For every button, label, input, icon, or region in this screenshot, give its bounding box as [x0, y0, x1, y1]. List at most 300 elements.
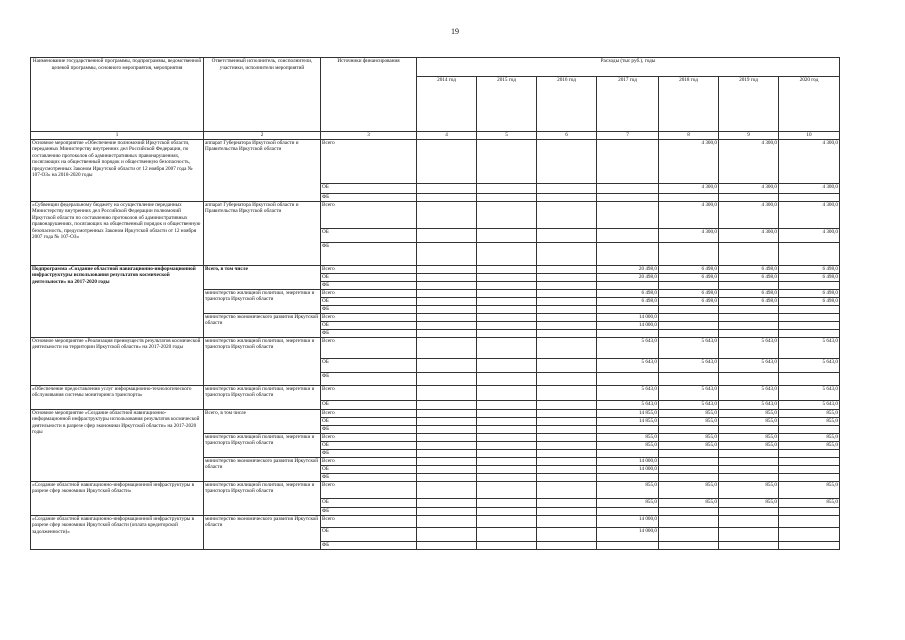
column-number: 2 [204, 132, 321, 140]
amount-cell: 6 498,0 [659, 297, 719, 305]
amount-cell [537, 385, 597, 400]
amount-cell: 5 643,0 [597, 400, 659, 409]
amount-cell [779, 515, 840, 527]
funding-source: ОБ [321, 527, 417, 541]
amount-cell [537, 372, 597, 385]
amount-cell [719, 465, 779, 473]
amount-cell [719, 541, 779, 549]
amount-cell [659, 465, 719, 473]
amount-cell [477, 305, 537, 313]
table-row [31, 409, 840, 417]
column-number: 10 [779, 132, 840, 140]
item-responsible: аппарат Губернатора Иркутской области и Правительства Иркутской области [204, 201, 321, 265]
amount-cell [477, 417, 537, 425]
amount-cell [719, 473, 779, 481]
amount-cell [597, 473, 659, 481]
amount-cell [659, 321, 719, 329]
amount-cell [477, 313, 537, 321]
amount-cell [417, 527, 477, 541]
amount-cell [537, 321, 597, 329]
amount-cell [719, 507, 779, 515]
funding-source: Всего [321, 433, 417, 441]
amount-cell [417, 372, 477, 385]
amount-cell [659, 541, 719, 549]
funding-source: ОБ [321, 498, 417, 507]
amount-cell [597, 139, 659, 183]
header-source: Источники финансирования [321, 58, 417, 132]
header-year: 2016 год [537, 77, 597, 132]
funding-source: Всего [321, 337, 417, 358]
funding-source: Всего [321, 385, 417, 400]
amount-cell [537, 481, 597, 498]
amount-cell [779, 321, 840, 329]
amount-cell [659, 305, 719, 313]
amount-cell: 855,0 [719, 481, 779, 498]
amount-cell [477, 473, 537, 481]
item-name: «Создание областной навигационно-информационной инфраструктуры в разрезе сфер экономики Иркутской области» [31, 481, 204, 515]
column-number: 8 [659, 132, 719, 140]
funding-source: ФБ [321, 372, 417, 385]
funding-source: ОБ [321, 273, 417, 281]
table-row [31, 337, 840, 358]
amount-cell [477, 201, 537, 228]
amount-cell [417, 289, 477, 297]
header-year: 2020 год [779, 77, 840, 132]
amount-cell [659, 473, 719, 481]
amount-cell [477, 409, 537, 417]
amount-cell: 4 300,0 [659, 183, 719, 193]
amount-cell [719, 425, 779, 433]
funding-source: ФБ [321, 242, 417, 265]
item-responsible: министерство жилищной политики, энергетики и транспорта Иркутской области [204, 433, 321, 457]
amount-cell [537, 507, 597, 515]
item-responsible: министерство жилищной политики, энергетики и транспорта Иркутской области [204, 337, 321, 385]
amount-cell [779, 541, 840, 549]
amount-cell [417, 515, 477, 527]
page-number: 19 [451, 27, 459, 36]
item-responsible: Всего, в том числе [204, 409, 321, 433]
item-name: Основное мероприятие «Реализация преимуществ результатов космической деятельности на территории Иркутской области» на 2017-2020 годы [31, 337, 204, 385]
amount-cell [537, 183, 597, 193]
amount-cell [719, 449, 779, 457]
amount-cell [537, 297, 597, 305]
amount-cell: 5 643,0 [779, 337, 840, 358]
amount-cell [779, 473, 840, 481]
amount-cell [537, 515, 597, 527]
amount-cell [537, 273, 597, 281]
amount-cell [537, 281, 597, 289]
funding-source: Всего [321, 515, 417, 527]
amount-cell [477, 400, 537, 409]
amount-cell [477, 228, 537, 242]
amount-cell: 855,0 [779, 409, 840, 417]
amount-cell: 6 498,0 [779, 289, 840, 297]
amount-cell: 855,0 [719, 433, 779, 441]
funding-source: Всего [321, 409, 417, 417]
amount-cell [779, 281, 840, 289]
amount-cell: 855,0 [659, 409, 719, 417]
amount-cell: 6 498,0 [719, 273, 779, 281]
item-responsible: министерство экономического развития Иркутской области [204, 313, 321, 337]
amount-cell [659, 313, 719, 321]
funding-source: ФБ [321, 305, 417, 313]
amount-cell [597, 193, 659, 201]
header-year: 2014 год [417, 77, 477, 132]
amount-cell: 14 000,0 [597, 321, 659, 329]
item-name: «Создание областной навигационно-информационной инфраструктуры в разрезе сфер экономики Иркутской области (оплата кредиторской задолженности)» [31, 515, 204, 549]
funding-source: ОБ [321, 465, 417, 473]
amount-cell [537, 417, 597, 425]
item-responsible: министерство жилищной политики, энергетики и транспорта Иркутской области [204, 385, 321, 409]
amount-cell [417, 449, 477, 457]
amount-cell: 855,0 [779, 441, 840, 449]
table-row [31, 385, 840, 400]
amount-cell: 5 643,0 [659, 358, 719, 372]
funding-source: Всего [321, 201, 417, 228]
table-row [31, 201, 840, 228]
amount-cell [659, 507, 719, 515]
amount-cell [597, 541, 659, 549]
funding-source: ОБ [321, 400, 417, 409]
amount-cell [477, 385, 537, 400]
amount-cell [417, 337, 477, 358]
amount-cell [659, 425, 719, 433]
amount-cell [597, 425, 659, 433]
funding-source: ОБ [321, 297, 417, 305]
amount-cell [477, 281, 537, 289]
funding-source: ОБ [321, 321, 417, 329]
amount-cell: 5 643,0 [719, 400, 779, 409]
amount-cell [659, 515, 719, 527]
amount-cell: 14 000,0 [597, 457, 659, 465]
funding-source: ФБ [321, 425, 417, 433]
amount-cell: 4 300,0 [779, 201, 840, 228]
amount-cell: 5 643,0 [719, 358, 779, 372]
amount-cell [417, 498, 477, 507]
table-row [31, 515, 840, 527]
amount-cell [537, 433, 597, 441]
amount-cell [537, 449, 597, 457]
amount-cell [597, 242, 659, 265]
column-number: 4 [417, 132, 477, 140]
amount-cell: 855,0 [659, 441, 719, 449]
amount-cell [477, 449, 537, 457]
amount-cell: 14 000,0 [597, 313, 659, 321]
amount-cell [417, 281, 477, 289]
header-year: 2015 год [477, 77, 537, 132]
header-name: Наименование государственной программы, подпрограммы, ведомственной целевой программы, основного мероприятия, мероприятия [31, 58, 204, 132]
amount-cell [537, 425, 597, 433]
funding-source: Всего [321, 289, 417, 297]
amount-cell: 855,0 [779, 417, 840, 425]
amount-cell [537, 305, 597, 313]
amount-cell [537, 457, 597, 465]
amount-cell [477, 329, 537, 337]
amount-cell [537, 337, 597, 358]
amount-cell: 4 300,0 [659, 139, 719, 183]
funding-source: ОБ [321, 417, 417, 425]
amount-cell [779, 305, 840, 313]
amount-cell [417, 321, 477, 329]
amount-cell: 5 643,0 [659, 385, 719, 400]
amount-cell [659, 329, 719, 337]
amount-cell [417, 313, 477, 321]
item-responsible: министерство жилищной политики, энергетики и транспорта Иркутской области [204, 481, 321, 515]
amount-cell: 6 498,0 [597, 289, 659, 297]
amount-cell [537, 409, 597, 417]
amount-cell [537, 265, 597, 273]
amount-cell: 855,0 [779, 433, 840, 441]
amount-cell [659, 193, 719, 201]
item-name: Основное мероприятие «Создание областной навигационно-информационной инфраструктуры использования результатов космической деятельности в разрезе сфер экономики Иркутской области» на 2017-2020 годы [31, 409, 204, 481]
amount-cell [719, 193, 779, 201]
amount-cell: 4 300,0 [659, 201, 719, 228]
amount-cell: 6 498,0 [719, 265, 779, 273]
amount-cell [537, 473, 597, 481]
header-expenses: Расходы (тыс руб.), годы [417, 58, 840, 77]
amount-cell: 855,0 [597, 481, 659, 498]
item-responsible: министерство жилищной политики, энергетики и транспорта Иркутской области [204, 289, 321, 313]
amount-cell [477, 183, 537, 193]
amount-cell: 5 643,0 [597, 337, 659, 358]
amount-cell [719, 321, 779, 329]
item-responsible: Всего, в том числе [204, 265, 321, 289]
item-responsible: министерство экономического развития Иркутской области [204, 515, 321, 549]
column-number: 9 [719, 132, 779, 140]
amount-cell [779, 449, 840, 457]
funding-source: Всего [321, 139, 417, 183]
amount-cell [659, 449, 719, 457]
amount-cell [477, 273, 537, 281]
financing-table [30, 57, 840, 550]
amount-cell [597, 449, 659, 457]
amount-cell [417, 265, 477, 273]
amount-cell [659, 242, 719, 265]
amount-cell [477, 372, 537, 385]
item-responsible: аппарат Губернатора Иркутской области и Правительства Иркутской области [204, 139, 321, 201]
amount-cell [477, 425, 537, 433]
amount-cell [597, 183, 659, 193]
funding-source: ФБ [321, 281, 417, 289]
column-number: 6 [537, 132, 597, 140]
amount-cell: 5 643,0 [719, 337, 779, 358]
amount-cell [477, 465, 537, 473]
amount-cell [417, 183, 477, 193]
amount-cell [477, 337, 537, 358]
amount-cell: 6 498,0 [719, 297, 779, 305]
amount-cell [417, 242, 477, 265]
amount-cell: 4 300,0 [719, 183, 779, 193]
amount-cell: 4 300,0 [779, 183, 840, 193]
amount-cell: 6 498,0 [659, 273, 719, 281]
amount-cell [477, 457, 537, 465]
amount-cell: 5 643,0 [719, 385, 779, 400]
amount-cell: 6 498,0 [779, 265, 840, 273]
amount-cell [477, 289, 537, 297]
column-number: 7 [597, 132, 659, 140]
amount-cell [779, 313, 840, 321]
amount-cell: 14 000,0 [597, 527, 659, 541]
header-year: 2017 год [597, 77, 659, 132]
amount-cell [719, 281, 779, 289]
amount-cell: 5 643,0 [779, 400, 840, 409]
amount-cell: 6 498,0 [659, 289, 719, 297]
amount-cell [779, 372, 840, 385]
item-name: «Субвенции федеральному бюджету на осуществление переданных Министерству внутренних дел Российской Федерации полномочий Иркутской области по составлению протоколов об административных правонарушениях, посягающих на общественный порядок и общественную безопасность, предусмотренных Законом Иркутской области от 12 ноября 2007 года № 107-ОЗ» [31, 201, 204, 265]
amount-cell: 5 643,0 [659, 400, 719, 409]
amount-cell [477, 498, 537, 507]
amount-cell: 14 855,0 [597, 409, 659, 417]
amount-cell: 855,0 [719, 498, 779, 507]
funding-source: ОБ [321, 183, 417, 193]
amount-cell: 6 498,0 [659, 265, 719, 273]
amount-cell [537, 289, 597, 297]
amount-cell: 855,0 [597, 433, 659, 441]
column-number: 1 [31, 132, 204, 140]
funding-source: ФБ [321, 541, 417, 549]
amount-cell: 4 300,0 [719, 228, 779, 242]
amount-cell [779, 465, 840, 473]
funding-source: Всего [321, 481, 417, 498]
amount-cell: 6 498,0 [779, 273, 840, 281]
amount-cell [417, 358, 477, 372]
amount-cell [417, 409, 477, 417]
amount-cell [417, 139, 477, 183]
amount-cell [537, 527, 597, 541]
amount-cell: 5 643,0 [779, 385, 840, 400]
amount-cell [537, 313, 597, 321]
amount-cell [597, 228, 659, 242]
amount-cell [659, 457, 719, 465]
amount-cell [417, 465, 477, 473]
amount-cell [779, 329, 840, 337]
amount-cell: 4 300,0 [779, 228, 840, 242]
amount-cell [417, 273, 477, 281]
amount-cell [537, 541, 597, 549]
amount-cell: 4 300,0 [719, 139, 779, 183]
amount-cell [537, 242, 597, 265]
amount-cell: 14 855,0 [597, 417, 659, 425]
amount-cell [719, 329, 779, 337]
amount-cell [417, 201, 477, 228]
amount-cell [597, 507, 659, 515]
item-name: «Обеспечение предоставления услуг информационно-технологического обслуживания системы мониторинга транспорта» [31, 385, 204, 409]
amount-cell: 5 643,0 [597, 385, 659, 400]
amount-cell [537, 358, 597, 372]
amount-cell [477, 139, 537, 183]
amount-cell [537, 400, 597, 409]
funding-source: ФБ [321, 193, 417, 201]
amount-cell: 855,0 [779, 498, 840, 507]
amount-cell [719, 457, 779, 465]
amount-cell: 5 643,0 [597, 358, 659, 372]
amount-cell [417, 473, 477, 481]
funding-source: ОБ [321, 228, 417, 242]
funding-source: Всего [321, 313, 417, 321]
amount-cell [477, 297, 537, 305]
amount-cell [659, 527, 719, 541]
amount-cell [719, 527, 779, 541]
funding-source: ФБ [321, 473, 417, 481]
amount-cell [477, 527, 537, 541]
amount-cell [537, 329, 597, 337]
amount-cell: 20 498,0 [597, 265, 659, 273]
amount-cell [417, 297, 477, 305]
funding-source: ФБ [321, 329, 417, 337]
amount-cell [417, 305, 477, 313]
amount-cell [477, 515, 537, 527]
amount-cell [477, 358, 537, 372]
amount-cell [779, 527, 840, 541]
amount-cell [477, 193, 537, 201]
amount-cell [417, 400, 477, 409]
amount-cell [719, 242, 779, 265]
funding-source: Всего [321, 457, 417, 465]
column-number: 3 [321, 132, 417, 140]
funding-source: Всего [321, 265, 417, 273]
amount-cell [417, 441, 477, 449]
amount-cell [417, 385, 477, 400]
amount-cell [417, 541, 477, 549]
amount-cell [537, 139, 597, 183]
amount-cell [597, 372, 659, 385]
amount-cell [477, 441, 537, 449]
table-row [31, 265, 840, 273]
header-responsible: Ответственный исполнитель, соисполнители, участники, исполнители мероприятий [204, 58, 321, 132]
amount-cell: 20 498,0 [597, 273, 659, 281]
amount-cell: 5 643,0 [659, 337, 719, 358]
header-year: 2018 год [659, 77, 719, 132]
funding-source: ОБ [321, 358, 417, 372]
amount-cell [779, 457, 840, 465]
amount-cell [719, 313, 779, 321]
funding-source: ФБ [321, 449, 417, 457]
amount-cell: 4 300,0 [719, 201, 779, 228]
column-number: 5 [477, 132, 537, 140]
amount-cell [537, 201, 597, 228]
amount-cell [719, 305, 779, 313]
amount-cell [779, 425, 840, 433]
amount-cell [477, 481, 537, 498]
amount-cell: 855,0 [659, 481, 719, 498]
amount-cell: 855,0 [719, 409, 779, 417]
amount-cell [417, 507, 477, 515]
funding-source: ОБ [321, 441, 417, 449]
amount-cell: 14 000,0 [597, 515, 659, 527]
amount-cell [537, 193, 597, 201]
amount-cell [417, 433, 477, 441]
amount-cell [779, 242, 840, 265]
amount-cell: 855,0 [597, 441, 659, 449]
amount-cell: 4 300,0 [779, 139, 840, 183]
amount-cell: 6 498,0 [597, 297, 659, 305]
amount-cell [597, 281, 659, 289]
amount-cell [659, 281, 719, 289]
table-row [31, 481, 840, 498]
amount-cell [477, 242, 537, 265]
amount-cell [417, 417, 477, 425]
amount-cell [477, 507, 537, 515]
amount-cell [417, 481, 477, 498]
amount-cell [477, 433, 537, 441]
amount-cell [597, 305, 659, 313]
amount-cell [597, 329, 659, 337]
amount-cell [719, 372, 779, 385]
funding-source: ФБ [321, 507, 417, 515]
amount-cell [417, 329, 477, 337]
amount-cell [537, 228, 597, 242]
amount-cell: 855,0 [597, 498, 659, 507]
